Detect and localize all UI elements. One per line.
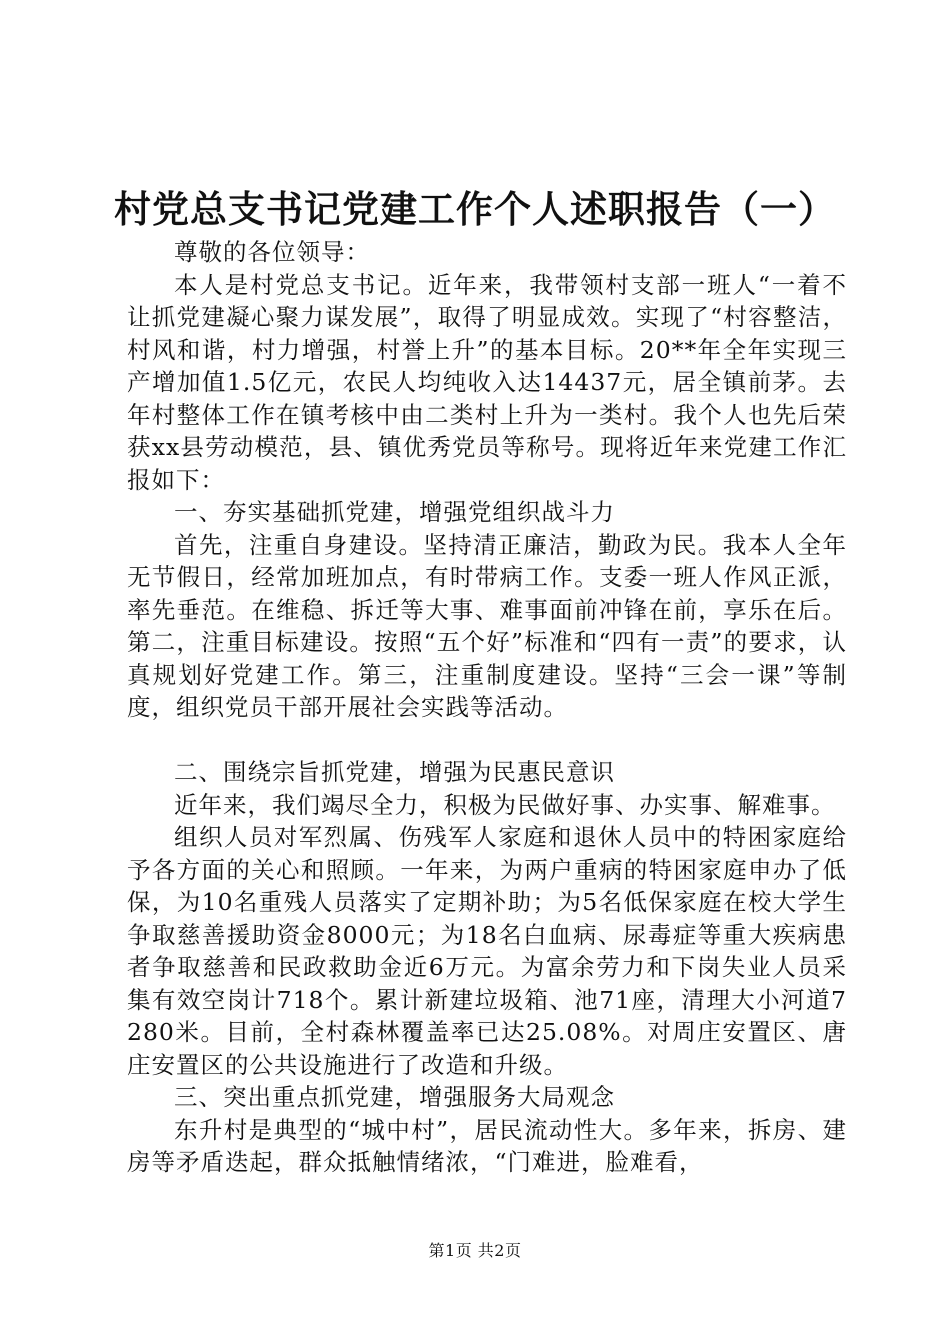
blank-line bbox=[127, 724, 847, 757]
section-2-paragraph-2: 组织人员对军烈属、伤残军人家庭和退休人员中的特困家庭给予各方面的关心和照顾。一年来，为两户重病的特困家庭申办了低保，为10名重残人员落实了定期补助；为5名低保家庭在校大学生争取慈善援助资金8000元；为18名白血病、尿毒症等重大疾病患者争取慈善和民政救助金近6万元。为富余劳力和下岗失业人员采集有效空岗计718个。累计新建垃圾箱、池71座，清理大小河道7280米。目前，全村森林覆盖率已达25.08%。对周庄安置区、唐庄安置区的公共设施进行了改造和升级。 bbox=[127, 823, 847, 1079]
section-3-paragraph: 东升村是典型的“城中村”，居民流动性大。多年来，拆房、建房等矛盾迭起，群众抵触情绪浓，“门难进，脸难看， bbox=[127, 1115, 847, 1176]
intro-paragraph: 本人是村党总支书记。近年来，我带领村支部一班人“一着不让抓党建凝心聚力谋发展”，取得了明显成效。实现了“村容整洁，村风和谐，村力增强，村誉上升”的基本目标。20**年全年实现三产增加值1.5亿元，农民人均纯收入达14437元，居全镇前茅。去年村整体工作在镇考核中由二类村上升为一类村。我个人也先后荣获xx县劳动模范，县、镇优秀党员等称号。现将近年来党建工作汇报如下： bbox=[127, 270, 847, 494]
document-title: 村党总支书记党建工作个人述职报告（一） bbox=[114, 187, 836, 231]
page-footer: 第1页 共2页 bbox=[428, 1241, 522, 1260]
section-2-heading: 二、围绕宗旨抓党建，增强为民惠民意识 bbox=[174, 758, 615, 786]
section-1-heading: 一、夯实基础抓党建，增强党组织战斗力 bbox=[174, 498, 615, 526]
section-3-heading: 三、突出重点抓党建，增强服务大局观念 bbox=[174, 1083, 615, 1111]
document-body bbox=[127, 236, 847, 1179]
greeting: 尊敬的各位领导： bbox=[174, 238, 370, 266]
section-1-paragraph: 首先，注重自身建设。坚持清正廉洁，勤政为民。我本人全年无节假日，经常加班加点，有时带病工作。支委一班人作风正派，率先垂范。在维稳、拆迁等大事、难事面前冲锋在前，享乐在后。第二，注重目标建设。按照“五个好”标准和“四有一责”的要求，认真规划好党建工作。第三，注重制度建设。坚持“三会一课”等制度，组织党员干部开展社会实践等活动。 bbox=[127, 530, 847, 721]
section-2-paragraph-1: 近年来，我们竭尽全力，积极为民做好事、办实事、解难事。 bbox=[174, 790, 836, 819]
